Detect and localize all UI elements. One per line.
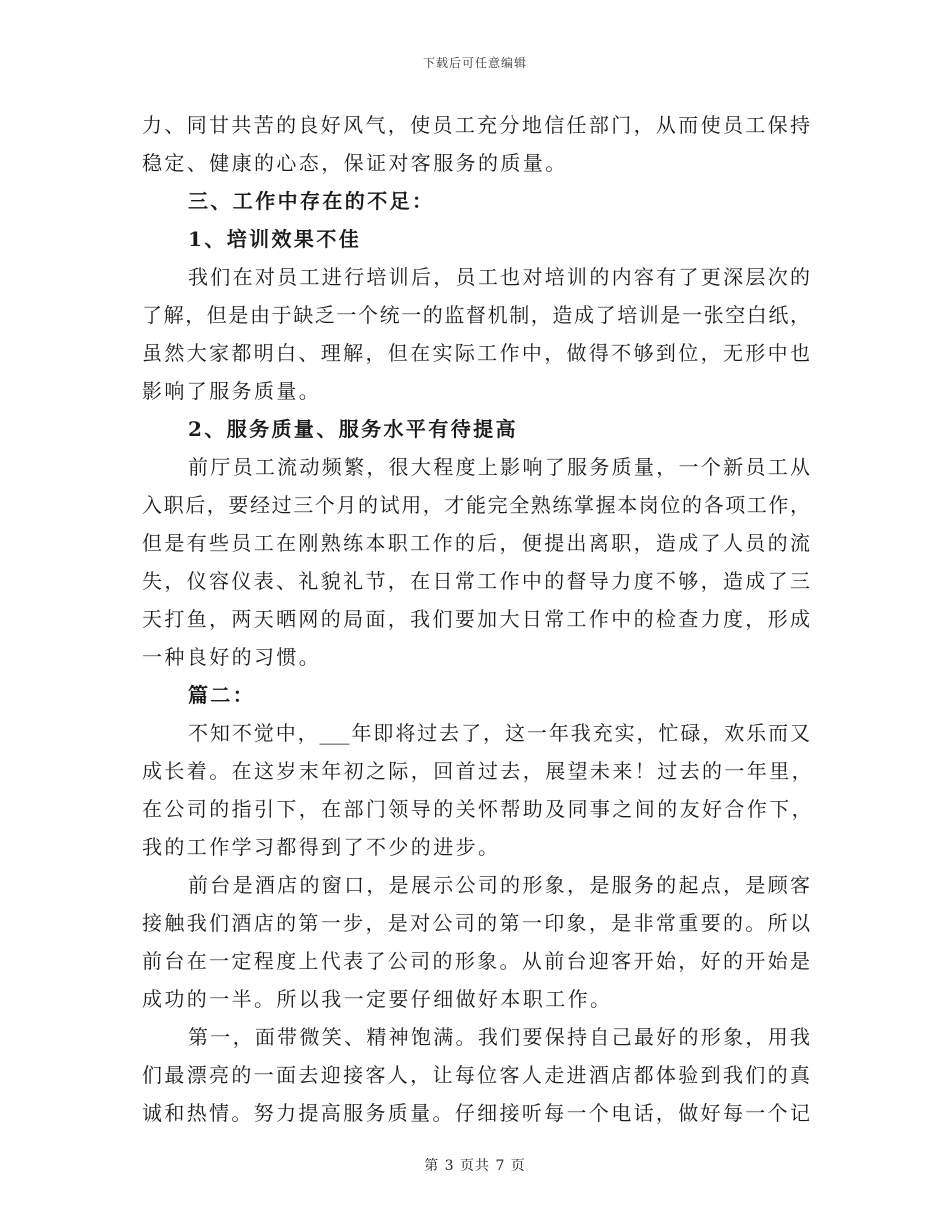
paragraph-line: 成长着。在这岁末年初之际，回首过去，展望未来！过去的一年里， — [142, 759, 814, 783]
section-heading: 2、服务质量、服务水平有待提高 — [188, 417, 518, 441]
paragraph-line: 一种良好的习惯。 — [142, 645, 322, 669]
paragraph-line: 接触我们酒店的第一步，是对公司的第一印象，是非常重要的。所以 — [142, 911, 810, 935]
paragraph-line: 前台是酒店的窗口，是展示公司的形象，是服务的起点，是顾客 — [188, 873, 810, 897]
paragraph-line: 在公司的指引下，在部门领导的关怀帮助及同事之间的友好合作下， — [142, 797, 814, 821]
paragraph-line: 虽然大家都明白、理解，但在实际工作中，做得不够到位，无形中也 — [142, 341, 810, 365]
paragraph-line: 力、同甘共苦的良好风气，使员工充分地信任部门，从而使员工保持 — [142, 113, 810, 137]
page-header-note: 下载后可任意编辑 — [422, 56, 527, 70]
section-heading: 篇二： — [188, 683, 256, 707]
paragraph-line: 成功的一半。所以我一定要仔细做好本职工作。 — [142, 987, 613, 1011]
paragraph-line: 我们在对员工进行培训后，员工也对培训的内容有了更深层次的 — [188, 265, 810, 289]
paragraph-line: 前厅员工流动频繁，很大程度上影响了服务质量，一个新员工从 — [188, 455, 810, 479]
section-heading: 三、工作中存在的不足： — [188, 189, 435, 213]
paragraph-line: 入职后，要经过三个月的试用，才能完全熟练掌握本岗位的各项工作， — [142, 493, 810, 517]
paragraph-line: 失，仪容仪表、礼貌礼节，在日常工作中的督导力度不够，造成了三 — [142, 569, 810, 593]
paragraph-line: 天打鱼，两天晒网的局面，我们要加大日常工作中的检查力度，形成 — [142, 607, 810, 631]
page-footer-number: 第 3 页共 7 页 — [424, 1158, 526, 1174]
paragraph-line: 不知不觉中，___年即将过去了，这一年我充实，忙碌，欢乐而又 — [188, 721, 810, 745]
paragraph-line: 影响了服务质量。 — [142, 379, 322, 403]
paragraph-line: 稳定、健康的心态，保证对客服务的质量。 — [142, 151, 568, 175]
paragraph-line: 第一，面带微笑、精神饱满。我们要保持自己最好的形象，用我 — [188, 1025, 810, 1049]
section-heading: 1、培训效果不佳 — [188, 227, 362, 251]
paragraph-line: 我的工作学习都得到了不少的进步。 — [142, 835, 501, 859]
paragraph-line: 但是有些员工在刚熟练本职工作的后，便提出离职，造成了人员的流 — [142, 531, 810, 555]
paragraph-line: 了解，但是由于缺乏一个统一的监督机制，造成了培训是一张空白纸， — [142, 303, 810, 327]
paragraph-line: 前台在一定程度上代表了公司的形象。从前台迎客开始，好的开始是 — [142, 949, 810, 973]
paragraph-line: 们最漂亮的一面去迎接客人，让每位客人走进酒店都体验到我们的真 — [142, 1063, 810, 1087]
paragraph-line: 诚和热情。努力提高服务质量。仔细接听每一个电话，做好每一个记 — [142, 1101, 810, 1125]
document-body — [142, 106, 814, 1132]
